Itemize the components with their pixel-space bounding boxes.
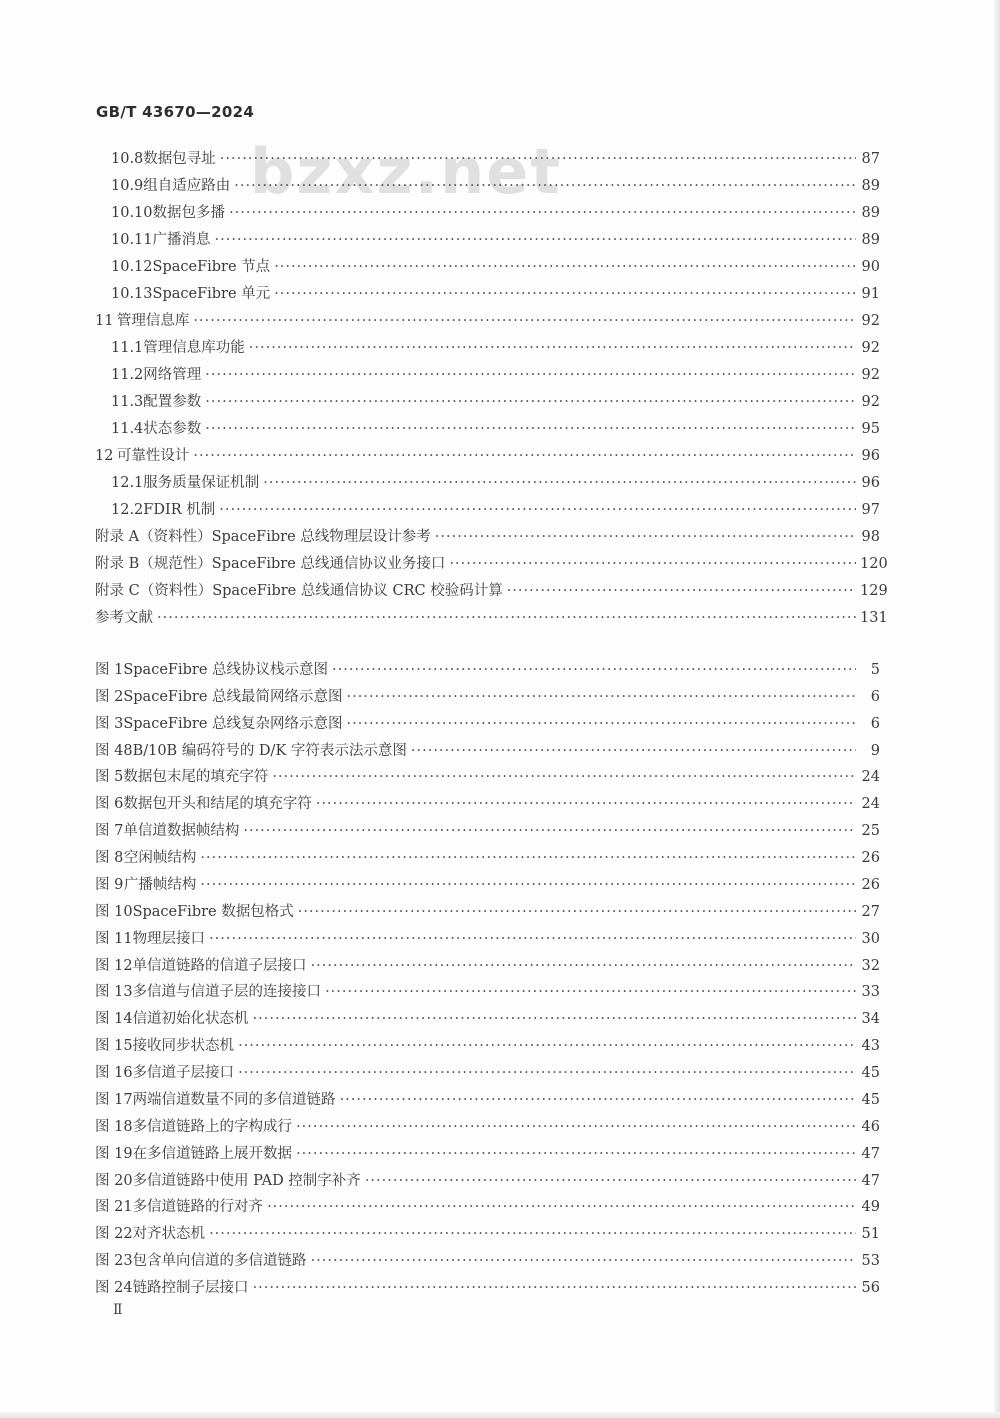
page-edge [994,0,1000,1418]
dot-leader [219,500,856,520]
figure-title: 多信道链路中使用 PAD 控制字补齐 [132,1173,361,1189]
toc-title: 组自适应路由 [143,178,231,194]
figure-row [95,848,880,868]
toc-number: 10.8 [111,151,144,167]
toc-title: 配置参数 [143,394,202,410]
toc-title: 管理信息库 [116,313,190,329]
figure-page-number: 47 [861,1173,880,1189]
dot-leader [507,581,856,601]
dot-leader [253,1009,856,1029]
figure-number: 图 22 [95,1226,133,1242]
figure-page-number: 51 [861,1226,880,1242]
figure-title: 单信道链路的信道子层接口 [132,958,307,974]
toc-row [111,203,880,223]
figure-page-number: 5 [870,662,880,678]
dot-leader [267,1197,856,1217]
figure-number: 图 24 [95,1280,133,1296]
page-number-footer: Ⅱ [113,1302,123,1318]
toc-page-number: 96 [861,475,880,491]
toc-number: 附录 C（资料性） [95,583,213,599]
dot-leader [205,419,856,439]
figure-row [95,1278,880,1298]
toc-title: SpaceFibre 总线通信协议业务接口 [211,556,446,572]
toc-page-number: 97 [861,502,880,518]
toc-number: 10.11 [111,232,153,248]
toc-row [111,365,880,385]
figure-title: SpaceFibre 总线最简网络示意图 [123,689,343,705]
toc-number: 10.10 [111,205,153,221]
dot-leader [238,1063,856,1083]
dot-leader [209,1224,856,1244]
figure-page-number: 9 [870,743,880,759]
figure-number: 图 8 [95,850,124,866]
figure-title: 空闲帧结构 [123,850,197,866]
page-bottom-edge [0,1412,1000,1418]
figure-number: 图 13 [95,984,133,1000]
figure-number: 图 19 [95,1146,133,1162]
dot-leader [220,149,856,169]
toc-number: 12.2 [111,502,144,518]
figure-number: 图 14 [95,1011,133,1027]
figure-row [95,767,880,787]
toc-page-number: 120 [860,556,888,572]
toc-title: 可靠性设计 [116,448,190,464]
figure-title: SpaceFibre 数据包格式 [132,904,294,920]
dot-leader [253,1278,856,1298]
dot-leader [234,176,856,196]
figure-page-number: 30 [861,931,880,947]
dot-leader [365,1171,856,1191]
toc-row [111,392,880,412]
figure-page-number: 24 [861,796,880,812]
dot-leader [263,473,856,493]
figure-row [95,794,880,814]
figure-row [95,1224,880,1244]
dot-leader [325,982,856,1002]
figure-row [95,1171,880,1191]
figure-page-number: 26 [861,877,880,893]
toc-title: 服务质量保证机制 [143,475,260,491]
figure-title: 对齐状态机 [132,1226,206,1242]
figure-title: 包含单向信道的多信道链路 [132,1253,307,1269]
figure-page-number: 49 [861,1199,880,1215]
toc-number: 12.1 [111,475,144,491]
figure-number: 图 16 [95,1065,133,1081]
figure-page-number: 6 [870,689,880,705]
toc-title: 网络管理 [143,367,202,383]
toc-number: 11.3 [111,394,144,410]
toc-row [111,230,880,250]
figure-title: 多信道子层接口 [132,1065,235,1081]
figure-title: 数据包开头和结尾的填充字符 [123,796,312,812]
figure-row [95,1063,880,1083]
dot-leader [272,767,856,787]
figure-row [95,982,880,1002]
figure-row [95,956,880,976]
dot-leader [449,554,856,574]
toc-page-number: 89 [861,205,880,221]
toc-page-number: 131 [860,610,888,626]
dot-leader [193,446,856,466]
figure-row [95,929,880,949]
toc-number: 11.4 [111,421,144,437]
toc-number: 11.2 [111,367,144,383]
figure-page-number: 45 [861,1092,880,1108]
toc-page-number: 92 [861,340,880,356]
figure-number: 图 20 [95,1173,133,1189]
toc-number: 11.1 [111,340,144,356]
figure-row [95,1090,880,1110]
figure-page-number: 6 [870,716,880,732]
figure-title: 在多信道链路上展开数据 [132,1146,293,1162]
figure-page-number: 26 [861,850,880,866]
figure-row [95,1251,880,1271]
figure-number: 图 15 [95,1038,133,1054]
figure-title: 单信道数据帧结构 [123,823,240,839]
figure-page-number: 45 [861,1065,880,1081]
figure-number: 图 10 [95,904,133,920]
toc-page-number: 87 [861,151,880,167]
figure-row [95,902,880,922]
toc-page-number: 89 [861,232,880,248]
figure-number: 图 2 [95,689,124,705]
figure-title: 多信道链路上的字构成行 [132,1119,293,1135]
figure-title: SpaceFibre 总线复杂网络示意图 [123,716,343,732]
figure-number: 图 3 [95,716,124,732]
figure-number: 图 18 [95,1119,133,1135]
toc-row [111,419,880,439]
toc-page-number: 92 [861,394,880,410]
figure-number: 图 7 [95,823,124,839]
toc-number: 10.13 [111,286,153,302]
figure-title: 链路控制子层接口 [132,1280,249,1296]
dot-leader [205,365,856,385]
dot-leader [347,714,856,734]
figure-title: 信道初始化状态机 [132,1011,249,1027]
toc-row [95,527,880,547]
figure-row [95,875,880,895]
figure-row [95,1009,880,1029]
toc-row [95,608,888,628]
toc-number: 10.9 [111,178,144,194]
dot-leader [200,875,856,895]
figure-page-number: 32 [861,958,880,974]
dot-leader [209,929,856,949]
figure-title: 两端信道数量不同的多信道链路 [132,1092,336,1108]
toc-page-number: 89 [861,178,880,194]
toc-title: 数据包寻址 [143,151,216,167]
dot-leader [243,821,856,841]
toc-title: 数据包多播 [152,205,226,221]
dot-leader [347,687,856,707]
dot-leader [311,956,856,976]
dot-leader [157,608,856,628]
figure-page-number: 34 [861,1011,880,1027]
toc-title: SpaceFibre 单元 [152,286,271,302]
figure-page-number: 43 [861,1038,880,1054]
toc-page-number: 96 [861,448,880,464]
figure-page-number: 25 [861,823,880,839]
figure-number: 图 11 [95,931,133,947]
figure-number: 图 6 [95,796,124,812]
figure-row [95,1117,880,1137]
dot-leader [296,1117,856,1137]
toc-row [95,581,888,601]
dot-leader [193,311,856,331]
dot-leader [274,284,856,304]
figure-row [95,1036,880,1056]
toc-row [111,284,880,304]
dot-leader [298,902,856,922]
figure-page-number: 24 [861,769,880,785]
figure-number: 图 12 [95,958,133,974]
figure-number: 图 23 [95,1253,133,1269]
toc-number: 12 [95,448,114,464]
figure-row [95,1144,880,1164]
dot-leader [340,1090,856,1110]
dot-leader [311,1251,856,1271]
toc-number: 10.12 [111,259,153,275]
toc-row [111,149,880,169]
figure-number: 图 17 [95,1092,133,1108]
toc-row [95,311,880,331]
watermark: bzxz.net [250,135,562,208]
figure-title: SpaceFibre 总线协议栈示意图 [123,662,329,678]
dot-leader [238,1036,856,1056]
figure-number: 图 21 [95,1199,133,1215]
toc-page-number: 95 [861,421,880,437]
figure-row [95,714,880,734]
figure-title: 多信道链路的行对齐 [132,1199,264,1215]
dot-leader [229,203,856,223]
toc-title: 状态参数 [143,421,202,437]
toc-number: 11 [95,313,114,329]
figure-title: 数据包末尾的填充字符 [123,769,269,785]
figure-page-number: 56 [861,1280,880,1296]
figure-title: 接收同步状态机 [132,1038,235,1054]
toc-page-number: 90 [861,259,880,275]
toc-title: 参考文献 [95,610,153,626]
figure-title: 广播帧结构 [123,877,197,893]
figure-row [95,741,880,761]
toc-title: SpaceFibre 总线物理层设计参考 [211,529,431,545]
toc-page-number: 129 [860,583,888,599]
dot-leader [249,338,856,358]
toc-number: 附录 A（资料性） [95,529,212,545]
toc-title: SpaceFibre 总线通信协议 CRC 校验码计算 [212,583,503,599]
figure-number: 图 5 [95,769,124,785]
toc-title: 广播消息 [152,232,211,248]
figure-row [95,1197,880,1217]
figure-title: 物理层接口 [132,931,206,947]
figure-page-number: 46 [861,1119,880,1135]
dot-leader [205,392,856,412]
dot-leader [316,794,856,814]
figure-page-number: 53 [861,1253,880,1269]
toc-page-number: 98 [861,529,880,545]
toc-row [111,176,880,196]
dot-leader [296,1144,856,1164]
toc-row [111,473,880,493]
dot-leader [200,848,856,868]
figure-row [95,687,880,707]
figure-row [95,821,880,841]
dot-leader [411,741,856,761]
figure-page-number: 47 [861,1146,880,1162]
toc-page-number: 92 [861,313,880,329]
figure-number: 图 9 [95,877,124,893]
toc-row [95,446,880,466]
toc-row [95,554,888,574]
toc-row [111,338,880,358]
toc-title: FDIR 机制 [143,502,216,518]
dot-leader [435,527,856,547]
figure-page-number: 33 [861,984,880,1000]
dot-leader [274,257,856,277]
toc-title: SpaceFibre 节点 [152,259,271,275]
toc-page-number: 92 [861,367,880,383]
dot-leader [332,660,856,680]
toc-number: 附录 B（规范性） [95,556,212,572]
dot-leader [215,230,856,250]
figure-number: 图 1 [95,662,124,678]
figure-title: 多信道与信道子层的连接接口 [132,984,322,1000]
toc-row [111,257,880,277]
toc-page-number: 91 [861,286,880,302]
standard-code-header: GB/T 43670—2024 [96,103,255,121]
figure-page-number: 27 [861,904,880,920]
figure-number: 图 4 [95,743,124,759]
toc-title: 管理信息库功能 [143,340,245,356]
figure-row [95,660,880,680]
figure-title: 8B/10B 编码符号的 D/K 字符表示法示意图 [123,743,407,759]
toc-row [111,500,880,520]
